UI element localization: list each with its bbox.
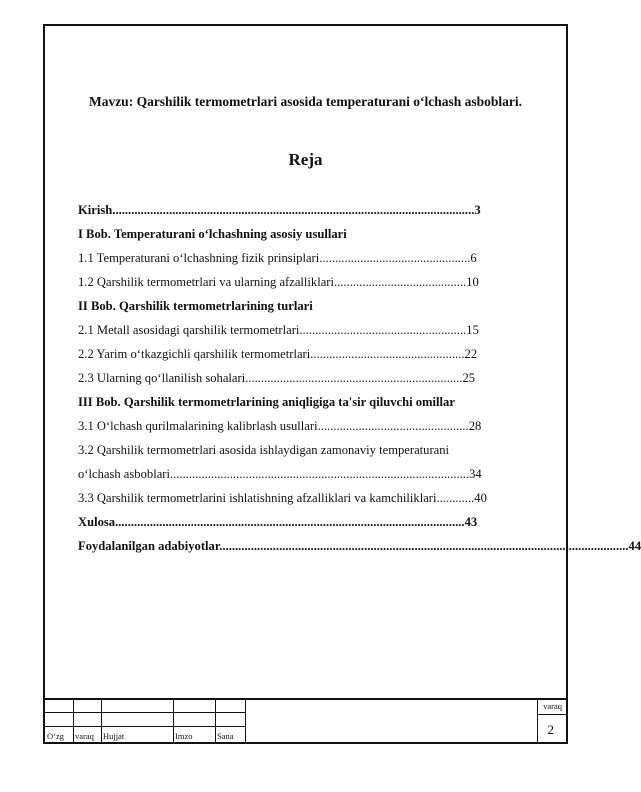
toc-entry bbox=[78, 510, 534, 534]
toc-entry-title: 2.2 Yarim o‘tkazgichli qarshilik termometrlari bbox=[78, 347, 311, 361]
toc-entry-title: 1.1 Temperaturani o‘lchashning fizik prinsiplari bbox=[78, 251, 320, 265]
toc-entry bbox=[78, 486, 534, 510]
table-of-contents bbox=[78, 198, 641, 558]
stamp-label-imzo: Imzo bbox=[175, 731, 193, 741]
toc-entry-leader: ............................................................................................................... bbox=[115, 515, 465, 529]
toc-entry-page: 15 bbox=[466, 323, 479, 337]
toc-entry bbox=[78, 198, 534, 222]
stamp-sheet-label: varaq bbox=[543, 701, 562, 711]
toc-entry bbox=[78, 414, 534, 438]
toc-entry-page: 25 bbox=[462, 371, 476, 385]
document-topic: Mavzu: Qarshilik termometrlari asosida temperaturani o‘lchash asboblari. bbox=[88, 94, 523, 109]
toc-entry-leader: ............................................................................................... bbox=[169, 467, 470, 481]
toc-entry-page: 34 bbox=[469, 467, 482, 481]
toc-entry-title: 3.2 Qarshilik termometrlari asosida ishlaydigan zamonaviy temperaturani bbox=[78, 443, 450, 457]
toc-entry-leader: ................................................ bbox=[319, 251, 471, 265]
toc-entry-leader: ................................................. bbox=[310, 347, 465, 361]
toc-entry bbox=[78, 222, 534, 246]
page-number: 2 bbox=[547, 722, 554, 737]
toc-entry-page: 22 bbox=[464, 347, 478, 361]
toc-entry-title: Xulosa bbox=[78, 515, 116, 529]
toc-entry-leader: ................................................................................................................... bbox=[112, 203, 475, 217]
toc-entry bbox=[78, 342, 534, 366]
toc-entry-title: Foydalanilgan adabiyotlar bbox=[78, 539, 220, 553]
toc-entry-page: 43 bbox=[464, 515, 478, 529]
plan-title: Reja bbox=[288, 150, 323, 169]
toc-entry-page: 6 bbox=[470, 251, 477, 265]
toc-entry bbox=[78, 390, 534, 414]
toc-entry-title: III Bob. Qarshilik termometrlarining aniqligiga ta'sir qiluvchi omillar bbox=[78, 395, 455, 409]
toc-entry-title: 1.2 Qarshilik termometrlari va ularning afzalliklari bbox=[78, 275, 334, 289]
stamp-label-hujjat: Hujjat bbox=[103, 731, 125, 741]
toc-entry bbox=[78, 366, 534, 390]
toc-entry-title: 2.3 Ularning qo‘llanilish sohalari bbox=[78, 371, 246, 385]
toc-entry-leader: .................................................................................................................................. bbox=[219, 539, 629, 553]
toc-entry-leader: ..................................................................... bbox=[245, 371, 463, 385]
stamp-label-varaq: varaq bbox=[75, 731, 94, 741]
toc-entry-title: o‘lchash asboblari bbox=[78, 467, 170, 481]
toc-entry-title: 2.1 Metall asosidagi qarshilik termometrlari bbox=[78, 323, 300, 337]
toc-entry-page: 3 bbox=[474, 203, 481, 217]
toc-entry-leader: ................................................ bbox=[317, 419, 469, 433]
toc-entry-title: I Bob. Temperaturani o‘lchashning asosiy usullari bbox=[78, 227, 347, 241]
toc-entry-title: Kirish bbox=[78, 203, 113, 217]
toc-entry bbox=[78, 318, 534, 342]
toc-entry-title: 3.1 O‘lchash qurilmalarining kalibrlash usullari bbox=[78, 419, 318, 433]
stamp-label-sana: Sana bbox=[217, 731, 234, 741]
toc-entry bbox=[78, 462, 534, 486]
toc-entry-leader: ............ bbox=[436, 491, 475, 505]
title-block bbox=[45, 698, 566, 742]
toc-entry bbox=[78, 438, 534, 462]
toc-entry-title: 3.3 Qarshilik termometrlarini ishlatishning afzalliklari va kamchiliklari bbox=[78, 491, 437, 505]
toc-entry bbox=[78, 270, 534, 294]
toc-entry-leader: ..................................................... bbox=[299, 323, 467, 337]
toc-entry-page: 10 bbox=[466, 275, 479, 289]
toc-entry-page: 28 bbox=[468, 419, 482, 433]
toc-entry-page: 44 bbox=[628, 539, 641, 553]
toc-entry-title: II Bob. Qarshilik termometrlarining turlari bbox=[78, 299, 313, 313]
toc-entry-page: 40 bbox=[474, 491, 487, 505]
toc-entry bbox=[78, 534, 641, 558]
toc-entry-leader: .......................................... bbox=[333, 275, 467, 289]
page-frame bbox=[43, 24, 641, 744]
stamp-label-ozg: O‘zg bbox=[47, 731, 64, 741]
toc-entry bbox=[78, 294, 534, 318]
toc-entry bbox=[78, 246, 534, 270]
